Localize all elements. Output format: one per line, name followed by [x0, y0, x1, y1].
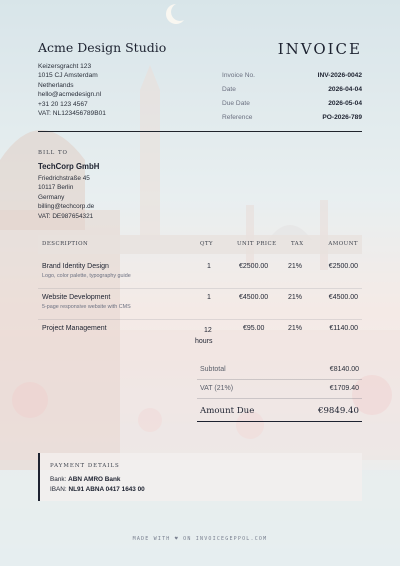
invoice-number: INV-2026-0042	[317, 71, 362, 79]
item-description	[42, 263, 131, 279]
vat-label: VAT (21%)	[200, 385, 234, 392]
item-unit-price: €4500.00	[239, 294, 269, 301]
meta-row-due-date	[222, 96, 362, 110]
item-amount: €2500.00	[328, 263, 358, 270]
col-tax: TAX	[291, 241, 304, 247]
subtotal-label: Subtotal	[200, 366, 226, 373]
item-description	[42, 325, 107, 332]
item-amount: €4500.00	[328, 294, 358, 301]
totals-divider	[197, 398, 362, 399]
item-qty-unit: hours	[195, 338, 213, 345]
bill-to-address-line: 10117 Berlin	[38, 184, 74, 192]
item-detail: Logo, color palette, typography guide	[42, 273, 131, 279]
item-unit-price: €2500.00	[239, 263, 269, 270]
bill-to-address-line: Friedrichstraße 45	[38, 175, 90, 182]
invoice-title: INVOICE	[277, 40, 362, 58]
item-unit-price: €95.00	[243, 325, 265, 332]
bill-to-label: BILL TO	[38, 150, 68, 156]
invoice-date: 2026-04-04	[328, 85, 362, 93]
bank-name: ABN AMRO Bank	[68, 476, 121, 483]
item-qty	[195, 325, 213, 347]
bill-to-email[interactable]: billing@techcorp.de	[38, 203, 95, 211]
header-divider	[38, 131, 362, 132]
item-amount: €1140.00	[329, 325, 358, 332]
col-unit-price: UNIT PRICE	[237, 241, 277, 247]
item-detail: 5-page responsive website with CMS	[42, 304, 131, 310]
col-description: DESCRIPTION	[42, 241, 89, 247]
amount-due-value: €9849.40	[317, 405, 359, 416]
meta-row-reference	[222, 110, 362, 124]
iban-label: IBAN:	[50, 486, 67, 493]
company-address-line: 1015 CJ Amsterdam	[38, 72, 98, 80]
iban-value: NL91 ABNA 0417 1643 00	[68, 486, 145, 493]
payment-details	[38, 453, 362, 501]
meta-label: Date	[222, 85, 236, 93]
amount-due-row	[197, 400, 362, 422]
item-qty: 1	[207, 263, 211, 270]
table-row	[38, 257, 362, 289]
subtotal-value: €8140.00	[329, 366, 359, 373]
invoice-reference: PO-2026-789	[322, 113, 362, 121]
item-name: Project Management	[42, 325, 107, 332]
company-address-line: Keizersgracht 123	[38, 63, 92, 70]
col-amount: AMOUNT	[328, 241, 358, 247]
item-tax: 21%	[288, 294, 303, 301]
bill-to-address	[38, 174, 94, 221]
vat-value: €1709.40	[329, 385, 359, 392]
meta-label: Reference	[222, 113, 253, 121]
meta-row-invoice-no	[222, 68, 362, 82]
vat-row	[197, 379, 362, 398]
footer-credit[interactable]: MADE WITH ♥ ON INVOICEGEPPOL.COM	[132, 536, 268, 542]
table-row	[38, 319, 362, 353]
meta-label: Invoice No.	[222, 71, 255, 79]
item-tax: 21%	[288, 263, 303, 270]
bill-to-name: TechCorp GmbH	[38, 162, 100, 171]
invoice-meta	[222, 68, 362, 124]
item-qty-value: 12	[204, 327, 212, 334]
bill-to-address-line: Germany	[38, 193, 65, 201]
meta-label: Due Date	[222, 99, 250, 107]
table-row	[38, 288, 362, 320]
payment-details-label: PAYMENT DETAILS	[50, 463, 120, 469]
bill-to-vat: VAT: DE987654321	[38, 212, 94, 220]
item-qty: 1	[207, 294, 211, 301]
company-email[interactable]: hello@acmedesign.nl	[38, 91, 102, 99]
meta-row-date	[222, 82, 362, 96]
item-name: Website Development	[42, 294, 111, 301]
item-name: Brand Identity Design	[42, 263, 109, 270]
subtotal-row	[197, 360, 362, 379]
company-address	[38, 62, 106, 118]
items-table-header	[38, 235, 362, 254]
bank-label: Bank:	[50, 476, 67, 483]
payment-iban	[50, 486, 145, 493]
payment-bank	[50, 476, 120, 483]
item-description	[42, 294, 131, 310]
invoice-due-date: 2026-05-04	[328, 99, 362, 107]
company-address-line: Netherlands	[38, 81, 74, 89]
company-vat: VAT: NL123456789B01	[38, 110, 106, 118]
item-tax: 21%	[288, 325, 303, 332]
col-qty: QTY	[200, 241, 214, 247]
company-name: Acme Design Studio	[38, 40, 167, 55]
amount-due-label: Amount Due	[200, 405, 255, 416]
company-phone: +31 20 123 4567	[38, 100, 88, 108]
